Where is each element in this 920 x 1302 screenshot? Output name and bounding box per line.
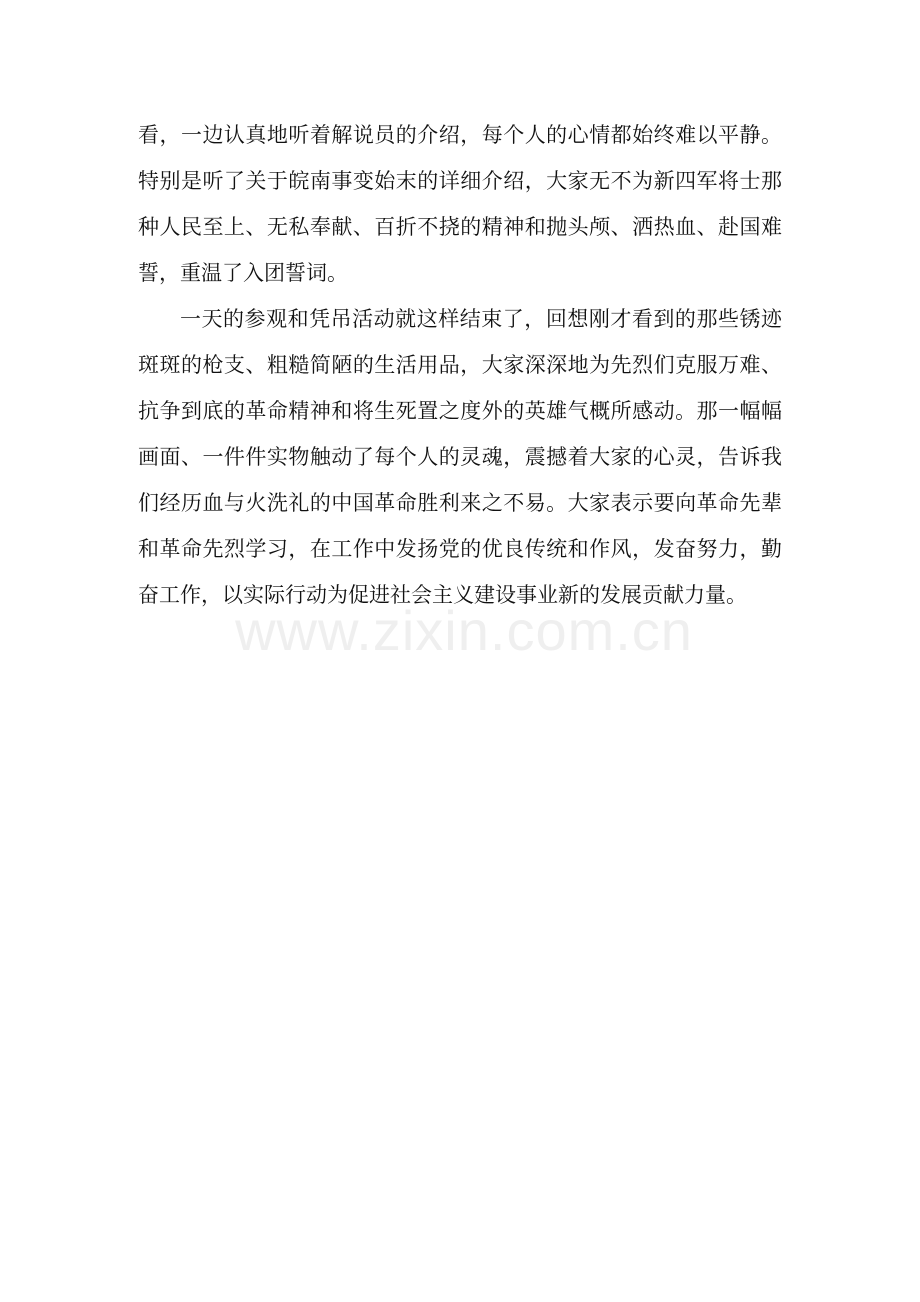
paragraph-line: 斑斑的枪支、粗糙简陋的生活用品，大家深深地为先烈们克服万难、 (138, 353, 782, 377)
paragraph-line: 和革命先烈学习，在工作中发扬党的优良传统和作风，发奋努力，勤 (138, 537, 782, 561)
paragraph-line: 一天的参观和凭吊活动就这样结束了，回想刚才看到的那些锈迹 (180, 307, 782, 331)
paragraph-line: 画面、一件件实物触动了每个人的灵魂，震撼着大家的心灵，告诉我 (138, 445, 782, 469)
paragraph-2 (138, 296, 782, 618)
paragraph-line: 抗争到底的革命精神和将生死置之度外的英雄气概所感动。那一幅幅 (138, 399, 782, 423)
paragraph-line: 誓，重温了入团誓词。 (138, 261, 348, 285)
paragraph-1 (138, 112, 782, 296)
paragraph-line: 奋工作，以实际行动为促进社会主义建设事业新的发展贡献力量。 (138, 583, 747, 607)
paragraph-line: 们经历血与火洗礼的中国革命胜利来之不易。大家表示要向革命先辈 (138, 491, 782, 515)
paragraph-line: 看，一边认真地听着解说员的介绍，每个人的心情都始终难以平静。 (138, 123, 782, 147)
paragraph-line: 种人民至上、无私奉献、百折不挠的精神和抛头颅、洒热血、赴国难 (138, 215, 782, 239)
watermark: www.zixin.com.cn (235, 599, 693, 662)
paragraph-line: 特别是听了关于皖南事变始末的详细介绍，大家无不为新四军将士那 (138, 169, 782, 193)
document-body (138, 112, 782, 618)
